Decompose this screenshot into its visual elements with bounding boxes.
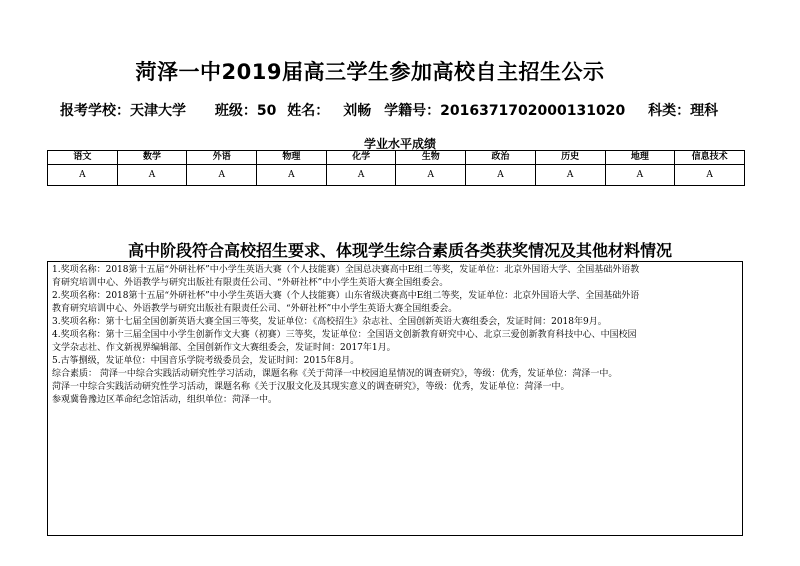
award-line: 1.奖项名称：2018第十五届“外研社杯”中小学生英语大赛（个人技能赛）全国总决赛高中E组二等奖，发证单位：北京外国语大学、全国基础外语教: [52, 265, 640, 275]
award-line: 菏泽一中综合实践活动研究性学习活动，课题名称《关于汉服文化及其现实意义的调查研究》，等级：优秀，发证单位：菏泽一中。: [52, 382, 570, 392]
award-line: 4.奖项名称：第十三届全国中小学生创新作文大赛（初赛）三等奖，发证单位：全国语文创新教育研究中心、北京三爱创新教育科技中心、中国校园: [52, 330, 637, 340]
grade-value: A: [605, 165, 675, 186]
grade-value: A: [117, 165, 187, 186]
subject-header: 语文: [48, 151, 118, 165]
subject-header: 化学: [326, 151, 396, 165]
grade-value: A: [675, 165, 745, 186]
grade-value: A: [466, 165, 536, 186]
grade-value: A: [396, 165, 466, 186]
awards-section-title: 高中阶段符合高校招生要求、体现学生综合素质各类获奖情况及其他材料情况: [127, 241, 672, 260]
award-line: 育研究培训中心、外语教学与研究出版社有限责任公司、“外研社杯”中小学生英语大赛全国组委会。: [52, 278, 449, 288]
subject-header: 政治: [466, 151, 536, 165]
grades-header-row: [48, 151, 745, 165]
award-line: 5.古筝捌级，发证单位：中国音乐学院考级委员会，发证时间：2015年8月。: [52, 356, 360, 366]
category-value: 理科: [690, 103, 719, 119]
student-id-value: 2016371702000131020: [440, 103, 626, 119]
page-title: 菏泽一中2019届高三学生参加高校自主招生公示: [135, 60, 605, 84]
subject-header: 外语: [187, 151, 257, 165]
award-line: 3.奖项名称：第十七届全国创新英语大赛全国三等奖，发证单位：《高校招生》杂志社、全国创新英语大赛组委会，发证时间：2018年9月。: [52, 317, 607, 327]
grades-section-title: 学业水平成绩: [363, 137, 436, 151]
grade-value: A: [326, 165, 396, 186]
subject-header: 生物: [396, 151, 466, 165]
grades-table: [47, 150, 745, 186]
award-line: 参观冀鲁豫边区革命纪念馆活动，组织单位：菏泽一中。: [52, 395, 278, 405]
school-value: 天津大学: [130, 103, 186, 119]
subject-header: 历史: [535, 151, 605, 165]
grade-value: A: [257, 165, 327, 186]
grade-value: A: [48, 165, 118, 186]
name-value: 刘畅: [343, 103, 372, 119]
student-info-line: [60, 100, 780, 120]
category-label: 科类：: [648, 103, 691, 119]
class-label: 班级：: [214, 103, 257, 119]
subject-header: 物理: [257, 151, 327, 165]
awards-box: [47, 261, 743, 536]
name-label: 姓名：: [287, 103, 330, 119]
award-line: 综合素质： 菏泽一中综合实践活动研究性学习活动，课题名称《关于菏泽一中校园追星情况的调查研究》，等级：优秀，发证单位：菏泽一中。: [52, 369, 618, 379]
grade-value: A: [535, 165, 605, 186]
subject-header: 数学: [117, 151, 187, 165]
subject-header: 信息技术: [675, 151, 745, 165]
grades-value-row: [48, 165, 745, 186]
award-line: 2.奖项名称：2018第十五届“外研社杯”中小学生英语大赛（个人技能赛）山东省级决赛高中E组二等奖，发证单位：北京外国语大学、全国基础外语: [52, 291, 640, 301]
subject-header: 地理: [605, 151, 675, 165]
student-id-label: 学籍号：: [384, 103, 441, 119]
award-line: 教育研究培训中心、外语教学与研究出版社有限责任公司、“外研社杯”中小学生英语大赛全国组委会。: [52, 304, 458, 314]
grade-value: A: [187, 165, 257, 186]
award-line: 文学杂志社、作文新视界编辑部、全国创新作文大赛组委会，发证时间：2017年1月。: [52, 343, 396, 353]
class-value: 50: [256, 103, 277, 119]
school-label: 报考学校：: [60, 103, 130, 119]
